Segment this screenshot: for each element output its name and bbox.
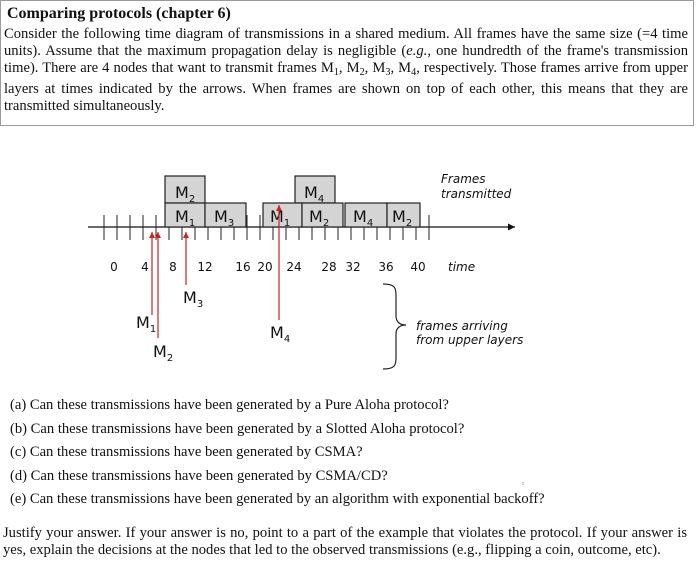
problem-intro: Consider the following time diagram of transmissions in a shared medium. All frames have the same size (=4 time units). Assume that the maximum propagation delay is negligible (e.g., one hundredth of the frame's transmission time). There are 4 nodes that want to transmit frames $M_1$, $M_2$, $M_3$, $M_4$, respectively. Those frames arrive from upper layers at times indicated by the arrows. When frames are shown on top of each other, this means that they are transmitted simultaneously.: [4, 26, 688, 115]
intro-part-2: , one hundredth of the frame's transmission time). There are 4 nodes that want to transmit frames M: [4, 42, 688, 76]
intro-part-1: Consider the following time diagram of transmissions in a shared medium. All frames have the same size (=4 time units). Assume that the maximum propagation delay is negligible (: [4, 26, 688, 59]
arrival-m4: $M_4$: [270, 323, 291, 345]
arrival-m1: $M_1$: [136, 313, 157, 335]
frame-boxes: [165, 176, 420, 227]
arrival-labels: [136, 288, 290, 364]
frame-m2-slot2: $M_2$: [309, 207, 330, 229]
intro-eg: e.g.: [406, 42, 428, 59]
frames-arriving-label-2: from upper layers: [416, 333, 524, 347]
frames-transmitted-label-1: Frames: [441, 172, 486, 186]
svg-text:12: 12: [197, 260, 213, 274]
frame-m2-slot3: $M_2$: [392, 207, 413, 229]
svg-text:36: 36: [378, 260, 394, 274]
arrival-m2: $M_2$: [153, 342, 174, 364]
svg-text:20: 20: [257, 260, 273, 274]
question-a: (a) Can these transmissions have been generated by a Pure Aloha protocol?: [10, 397, 449, 413]
frame-m2-top: $M_2$: [175, 183, 196, 205]
time-diagram: [0, 160, 696, 390]
frames-transmitted-label-2: transmitted: [441, 187, 512, 201]
arrival-m3: $M_3$: [183, 288, 204, 310]
svg-text:24: 24: [286, 260, 302, 274]
svg-text:40: 40: [410, 260, 426, 274]
svg-text:4: 4: [141, 260, 149, 274]
svg-text:8: 8: [169, 260, 177, 274]
instructions-paragraph: Justify your answer. If your answer is no, point to a part of the example that violates the protocol. If your answer is yes, explain the decisions at the nodes that led to the observed transmissions (e.g., flipping a coin, outcome, etc).: [3, 525, 687, 559]
frame-m4-slot3: $M_4$: [353, 207, 374, 229]
frames-arriving-label-1: frames arriving: [416, 319, 508, 333]
frame-m1-slot2: $M_1$: [270, 207, 291, 229]
svg-text:28: 28: [321, 260, 337, 274]
frame-m3: $M_3$: [214, 207, 235, 229]
stray-mark: ²: [522, 482, 524, 488]
frame-m4-top: $M_4$: [304, 183, 325, 205]
svg-text:0: 0: [110, 260, 118, 274]
page-title: Comparing protocols (chapter 6): [7, 5, 231, 22]
question-b: (b) Can these transmissions have been generated by a Slotted Aloha protocol?: [10, 421, 465, 437]
frame-m1-slot1: $M_1$: [175, 207, 196, 229]
svg-text:32: 32: [345, 260, 361, 274]
time-label: time: [448, 260, 476, 274]
question-c: (c) Can these transmissions have been generated by CSMA?: [10, 444, 363, 460]
question-d: (d) Can these transmissions have been generated by CSMA/CD?: [10, 468, 388, 484]
svg-text:16: 16: [235, 260, 251, 274]
problem-statement-box: [0, 0, 694, 126]
question-e: (e) Can these transmissions have been generated by an algorithm with exponential backoff?: [10, 491, 545, 507]
curly-brace: [383, 284, 406, 369]
intro-part-3: , respectively. Those frames arrive from upper layers at times indicated by the arrows. When frames are shown on top of each other, this means that they are transmitted simultaneously.: [4, 59, 688, 115]
